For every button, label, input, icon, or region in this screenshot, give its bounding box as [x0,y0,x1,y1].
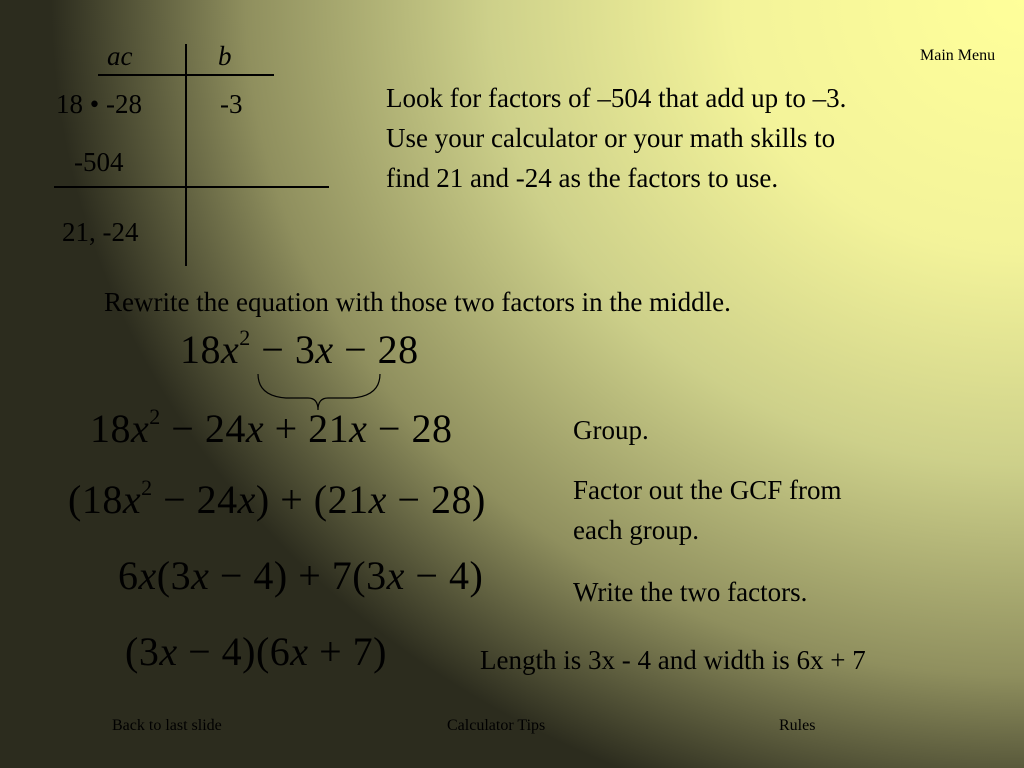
col-b-header: b [218,41,232,71]
rules-link[interactable]: Rules [779,717,816,734]
ac-value-cell: -504 [74,147,124,177]
step-gcf: Factor out the GCF from each group. [573,475,842,545]
factors-cell: 21, -24 [62,217,139,247]
equation-original: $18x^2 - 3x - 28$ [180,325,419,372]
step-group: Group. [573,415,649,445]
equation-split: $18x^2 - 24x + 21x - 28$ [90,404,453,451]
calculator-tips-link[interactable]: Calculator Tips [447,717,546,734]
table-header-line [98,74,274,76]
back-link[interactable]: Back to last slide [112,717,222,734]
product-cell: 18 • -28 [56,89,142,119]
step-write: Write the two factors. [573,577,808,607]
instruction-text: Look for factors of –504 that add up to –3. Use your calculator or your math skills to find 21 and -24 as the factors to use. [386,83,847,193]
main-menu-link[interactable]: Main Menu [920,47,996,64]
equation-factored: (3x − 4)(6x + 7) [125,629,387,674]
table-vertical-line [185,44,187,266]
table-divider-line [54,186,329,188]
equation-grouped: $(18x^2 - 24x) + (21x - 28)$ [68,475,486,522]
b-value-cell: -3 [220,89,243,119]
conclusion-text [480,640,866,680]
conclusion-text-value: Length is 3x - 4 and width is 6x + 7 [480,645,866,675]
equation-gcf: 6x(3x − 4) + 7(3x − 4) [118,553,484,598]
col-ac-header: ac [107,41,133,71]
rewrite-text: Rewrite the equation with those two factors in the middle. [104,287,731,317]
